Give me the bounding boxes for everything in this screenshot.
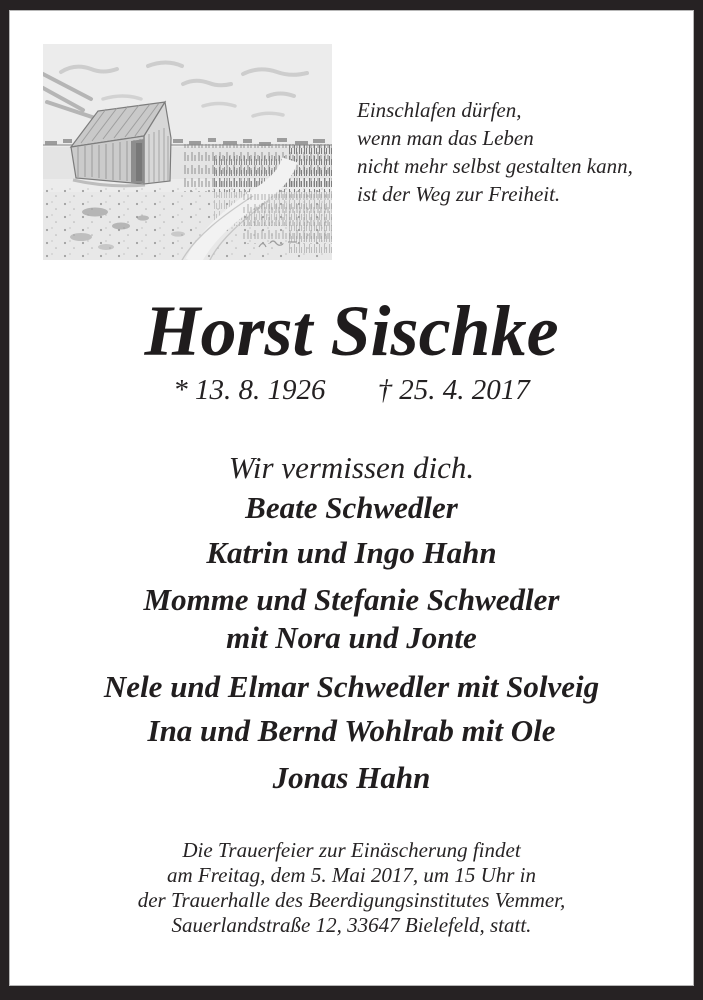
funeral-line: der Trauerhalle des Beerdigungsinstitutes Vemmer, [137, 888, 566, 912]
funeral-line: Sauerlandstraße 12, 33647 Bielefeld, statt. [171, 913, 532, 937]
hut-in-field-sketch-icon [43, 44, 332, 260]
funeral-line: am Freitag, dem 5. Mai 2017, um 15 Uhr in [166, 863, 537, 887]
mourner-line: Ina und Bernd Wohlrab mit Ole [147, 713, 556, 748]
quote-line: wenn man das Leben [357, 126, 534, 150]
funeral-details [0, 838, 703, 938]
quote-line: Einschlafen dürfen, [357, 98, 522, 122]
mourner-line: Momme und Stefanie Schwedler [143, 582, 560, 617]
life-dates [0, 376, 703, 405]
landscape-sketch-image [43, 44, 332, 260]
mourner-line: Jonas Hahn [272, 760, 431, 795]
mourner-line: Katrin und Ingo Hahn [206, 535, 497, 570]
mourner-line: Beate Schwedler [245, 490, 458, 525]
mourner-line: Nele und Elmar Schwedler mit Solveig [103, 669, 600, 704]
farewell-line: Wir vermissen dich. [228, 450, 475, 485]
mourner-line-continuation: mit Nora und Jonte [226, 620, 477, 655]
birth-date: * 13. 8. 1926 [173, 374, 326, 406]
death-date: † 25. 4. 2017 [377, 374, 530, 406]
quote-line: nicht mehr selbst gestalten kann, [357, 154, 633, 178]
quote-line: ist der Weg zur Freiheit. [357, 182, 561, 206]
memorial-quote [357, 96, 633, 208]
funeral-line: Die Trauerfeier zur Einäscherung findet [182, 838, 521, 862]
deceased-name: Horst Sischke [144, 291, 559, 371]
